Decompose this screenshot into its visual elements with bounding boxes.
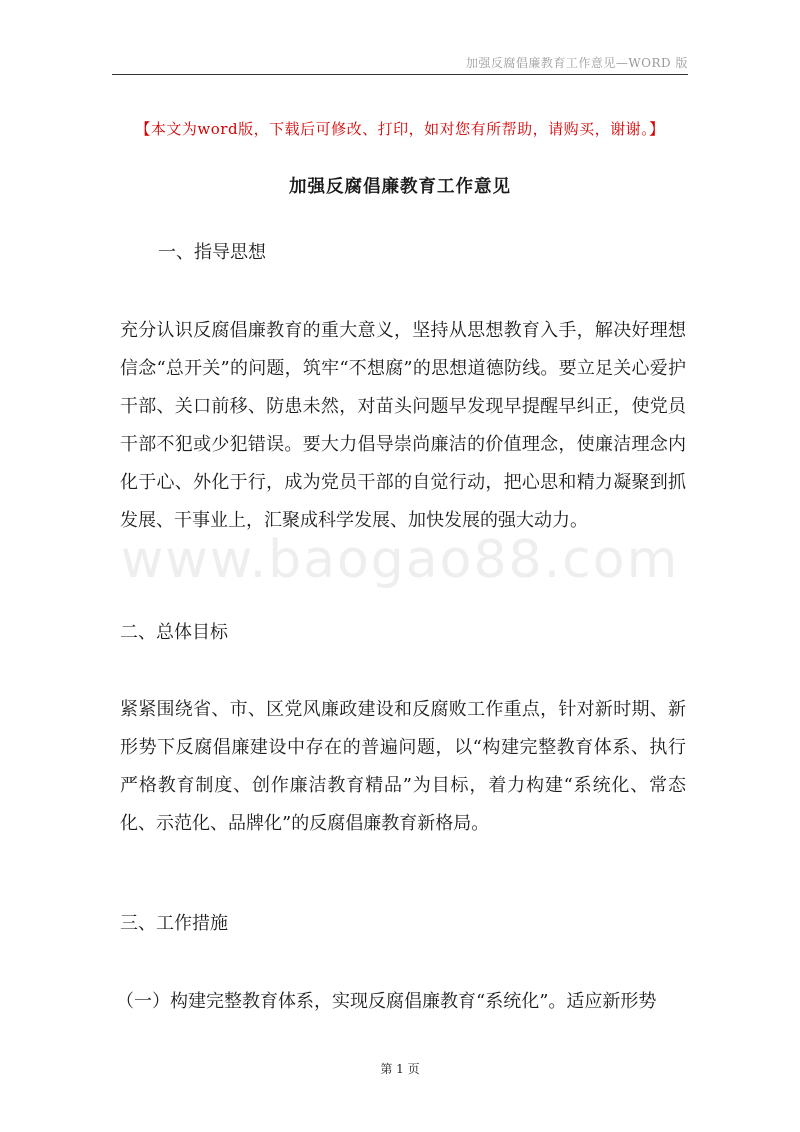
section-body-work-measures: （一）构建完整教育体系，实现反腐倡廉教育“系统化”。适应新形势 <box>116 991 657 1012</box>
section-body-guiding-thought: 充分认识反腐倡廉教育的重大意义，坚持从思想教育入手，解决好理想信念“总开关”的问题，筑牢“不想腐”的思想道德防线。要立足关心爱护干部、关口前移、防患未然，对苗头问题早发现早提醒早纠正，使党员干部不犯或少犯错误。要大力倡导崇尚廉洁的价值理念，使廉洁理念内化于心、外化于行，成为党员干部的自觉行动，把心思和精力凝聚到抓发展、干事业上，汇聚成科学发展、加快发展的强大动力。 <box>120 320 686 531</box>
purchase-notice: 【本文为word版，下载后可修改、打印，如对您有所帮助，请购买，谢谢。】 <box>135 120 665 138</box>
header-rule <box>112 74 688 75</box>
section-body-overall-goal: 紧紧围绕省、市、区党风廉政建设和反腐败工作重点，针对新时期、新形势下反腐倡廉建设中存在的普遍问题，以“构建完整教育体系、执行严格教育制度、创作廉洁教育精品”为目标，着力构建“系统化、常态化、示范化、品牌化”的反腐倡廉教育新格局。 <box>120 699 686 834</box>
document-title: 加强反腐倡廉教育工作意见 <box>289 177 511 197</box>
page-number: 第 1 页 <box>380 1062 420 1076</box>
section-heading-overall-goal: 二、总体目标 <box>120 622 228 643</box>
watermark: www.baogao88.com <box>120 530 680 590</box>
section-heading-guiding-thought: 一、指导思想 <box>158 242 266 263</box>
running-header: 加强反腐倡廉教育工作意见—WORD 版 <box>465 56 688 70</box>
section-heading-work-measures: 三、工作措施 <box>120 913 228 934</box>
